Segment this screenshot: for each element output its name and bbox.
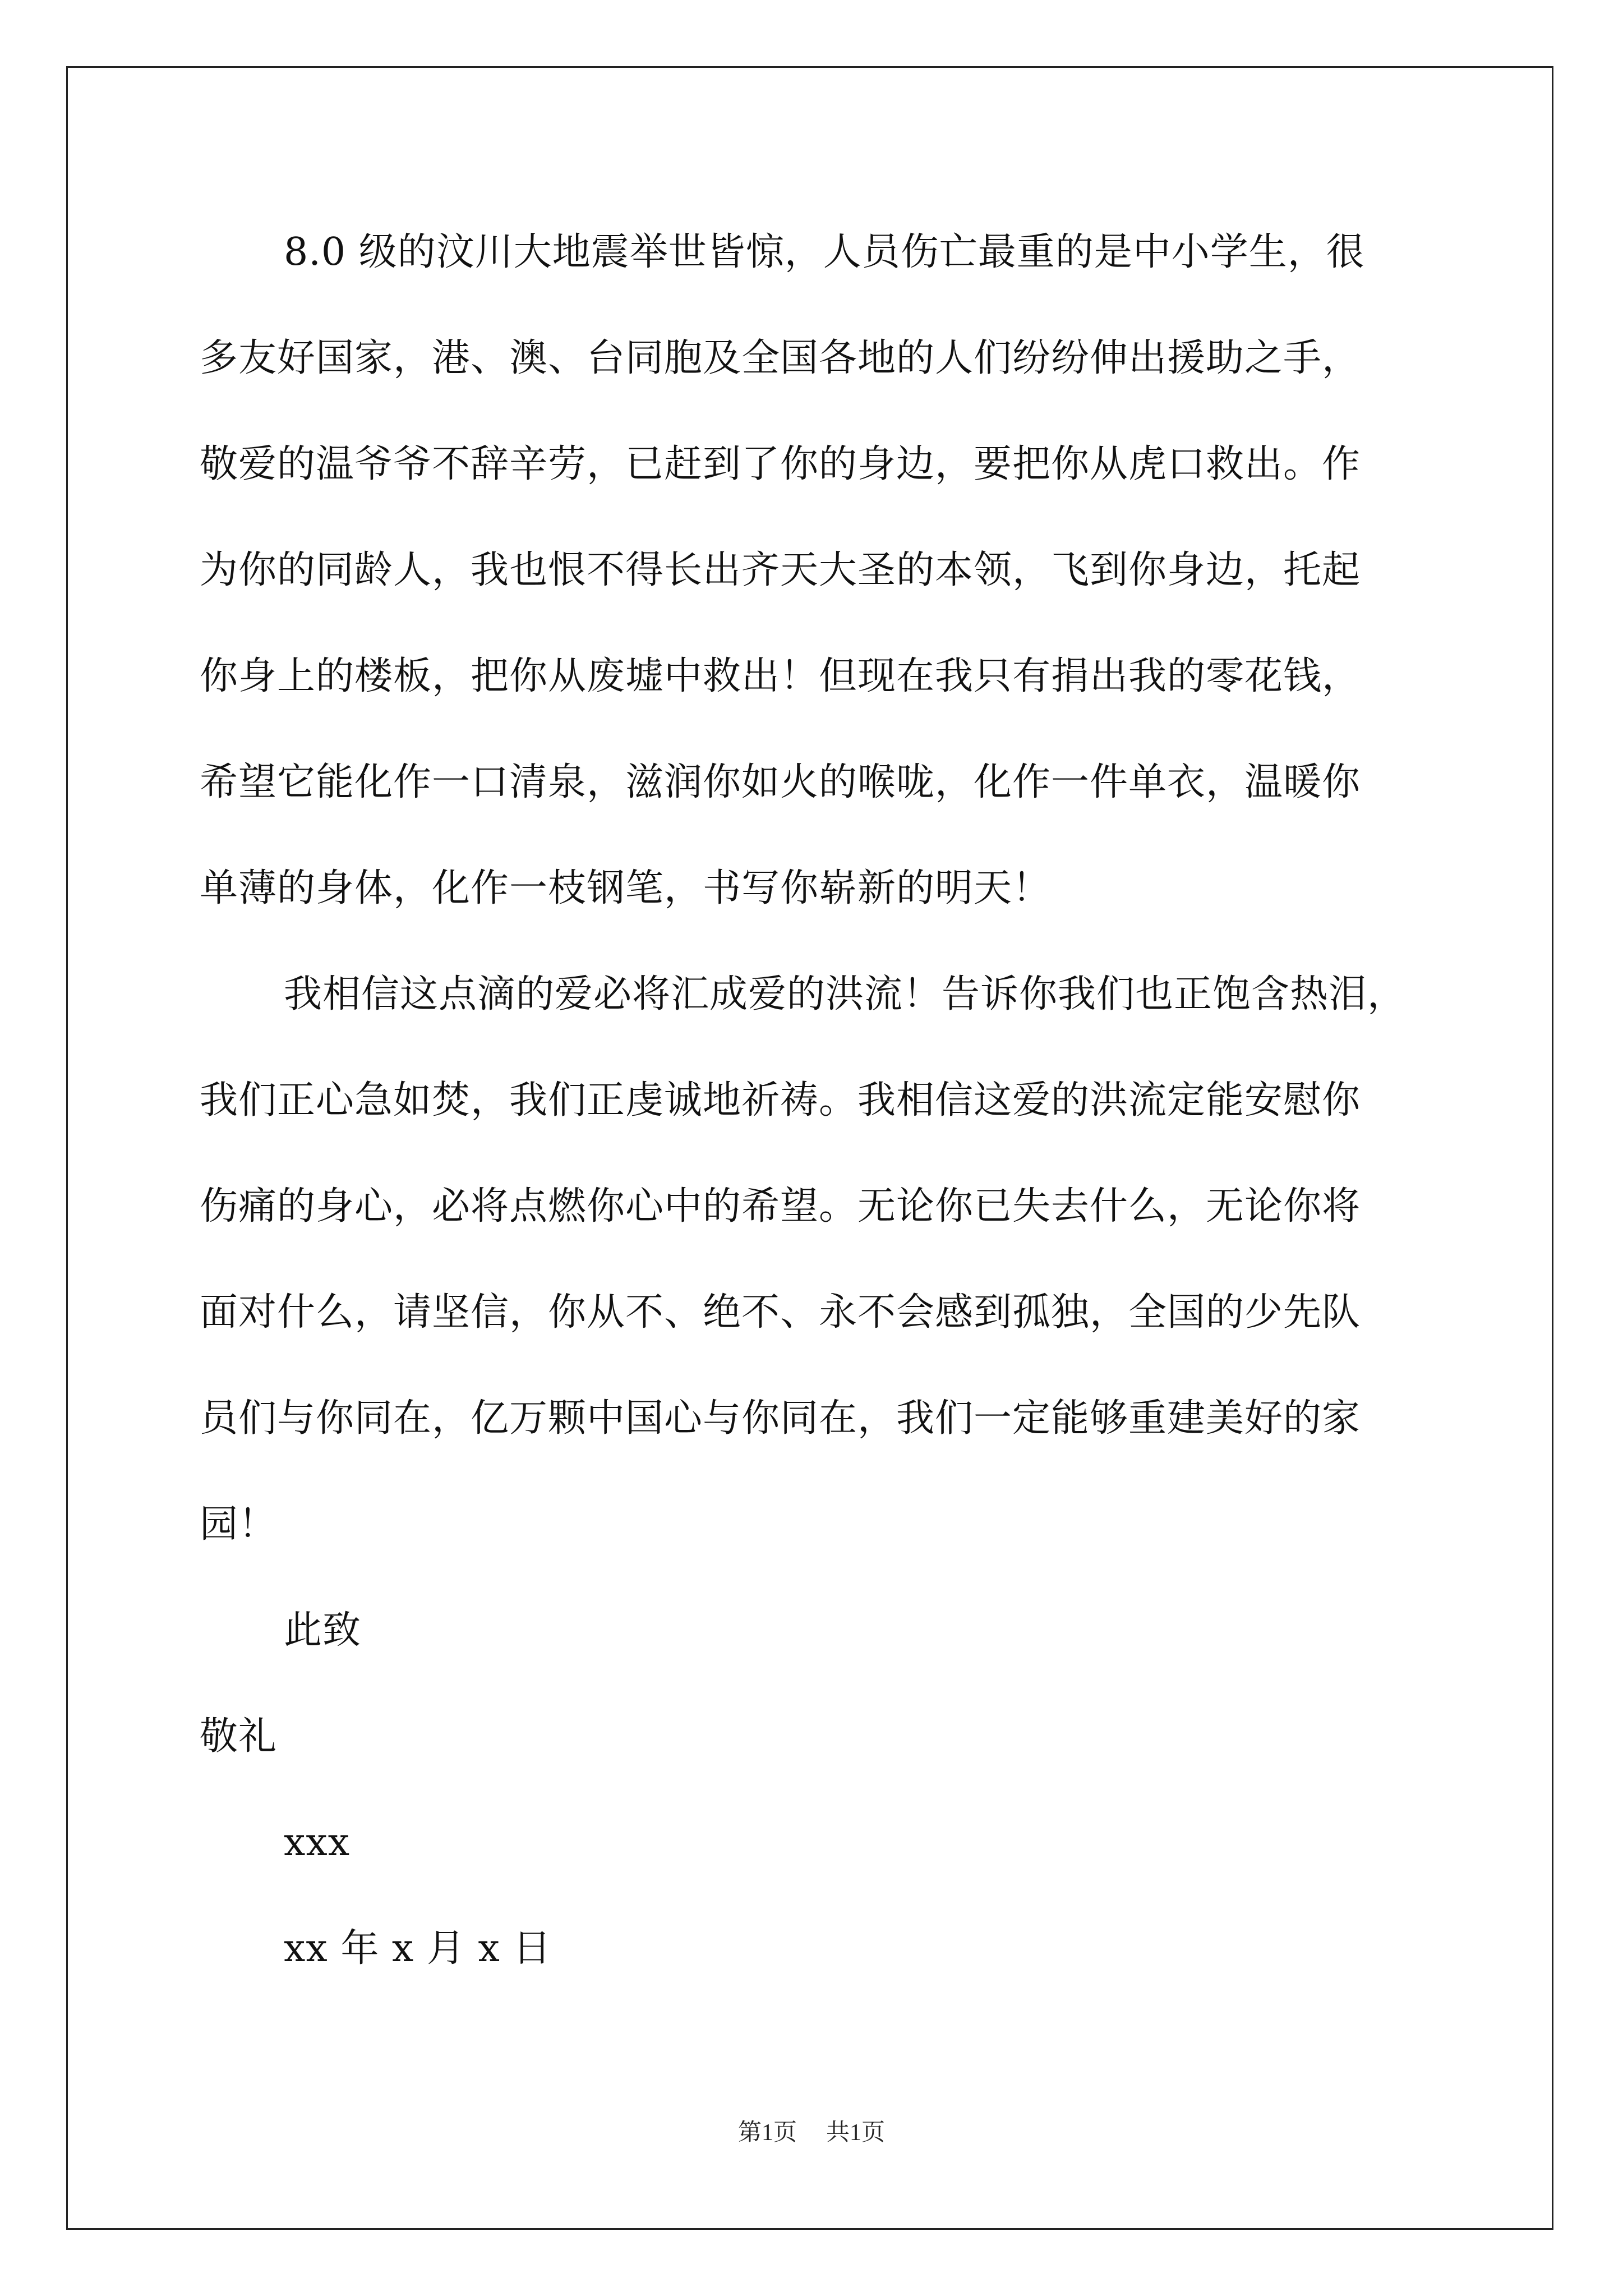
page-number: 第1页: [737, 2120, 797, 2146]
paragraph-1-line-2: 多友好国家，港、澳、台同胞及全国各地的人们纷纷伸出援助之手，: [200, 336, 1361, 380]
date-text: xx 年 x 月 x 日: [284, 1926, 552, 1971]
paragraph-1-line-7: 单薄的身体，化作一枝钢笔，书写你崭新的明天！: [200, 866, 1052, 910]
paragraph-2-line-2: 我们正心急如焚，我们正虔诚地祈祷。我相信这爱的洪流定能安慰你: [200, 1078, 1361, 1122]
page-border: [66, 66, 1553, 2230]
paragraph-1-line-5: 你身上的楼板，把你从废墟中救出！但现在我只有捐出我的零花钱，: [200, 654, 1361, 698]
page-total: 共1页: [826, 2120, 886, 2146]
paragraph-1-line-1: 8.0 级的汶川大地震举世皆惊，人员伤亡最重的是中小学生，很: [284, 230, 1365, 274]
paragraph-2-line-4: 面对什么，请坚信，你从不、绝不、永不会感到孤独，全国的少先队: [200, 1290, 1361, 1335]
paragraph-2-line-1: 我相信这点滴的爱必将汇成爱的洪流！告诉你我们也正饱含热泪，: [284, 972, 1407, 1016]
closing-text: 此致: [284, 1608, 362, 1653]
paragraph-2-line-3: 伤痛的身心，必将点燃你心中的希望。无论你已失去什么，无论你将: [200, 1184, 1361, 1228]
signature-text: xxx: [284, 1820, 351, 1865]
paragraph-1-line-4: 为你的同龄人，我也恨不得长出齐天大圣的本领，飞到你身边，托起: [200, 548, 1361, 592]
paragraph-1-line-6: 希望它能化作一口清泉，滋润你如火的喉咙，化作一件单衣，温暖你: [200, 760, 1361, 804]
paragraph-1-line-3: 敬爱的温爷爷不辞辛劳，已赶到了你的身边，要把你从虎口救出。作: [200, 442, 1361, 486]
paragraph-2-line-5: 员们与你同在，亿万颗中国心与你同在，我们一定能够重建美好的家: [200, 1396, 1361, 1441]
paragraph-2-line-6: 园！: [200, 1502, 278, 1547]
page-footer: [0, 2116, 1623, 2150]
salutation-text: 敬礼: [200, 1714, 278, 1759]
